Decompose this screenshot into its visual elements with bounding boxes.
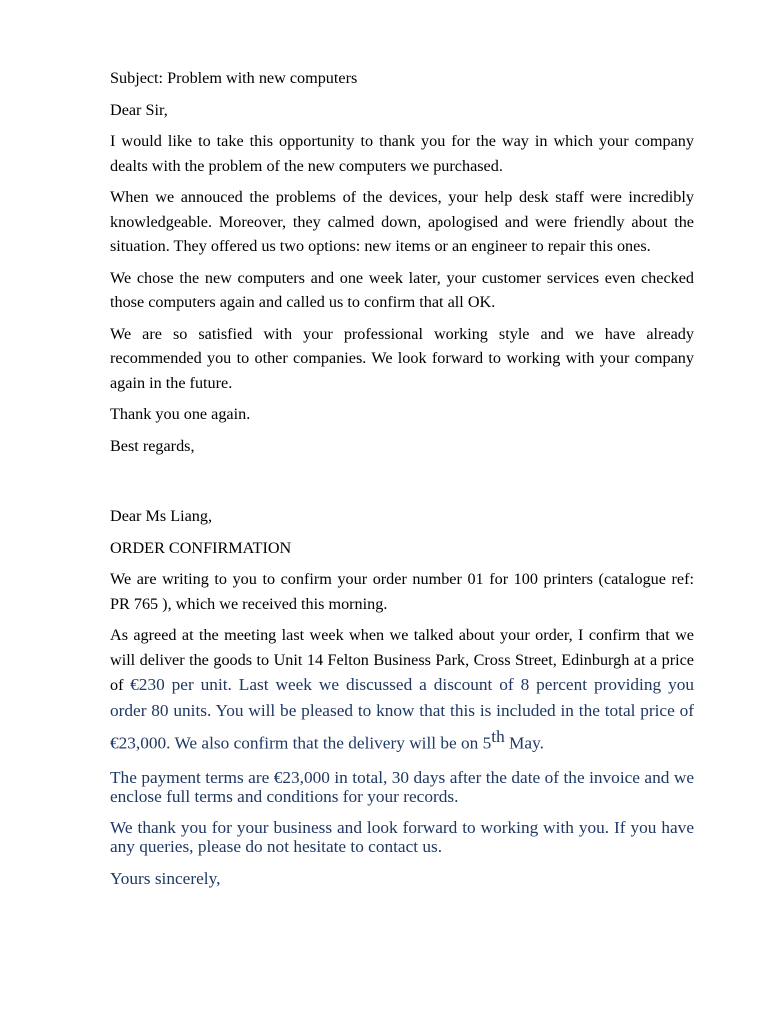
letter1-salutation: Dear Sir, [110, 100, 168, 119]
letter2-paragraph-4: We thank you for your business and look forward to working with you. If you have any queries, please do not hesitate to contact us. [110, 818, 694, 857]
letter2-paragraph-3: The payment terms are €23,000 in total, 30 days after the date of the invoice and we enclose full terms and conditions for your records. [110, 768, 694, 807]
letter1-closing: Best regards, [110, 436, 195, 455]
letter1-paragraph-4: We are so satisfied with your professional working style and we have already recommended you to other companies. We look forward to working with your company again in the future. [110, 324, 694, 392]
letter1-paragraph-2: When we annouced the problems of the devices, your help desk staff were incredibly knowledgeable. Moreover, they calmed down, apologised and were friendly about the situation. They offered us two options: new items or an engineer to repair this ones. [110, 188, 694, 255]
ordinal-suffix: th [491, 727, 505, 746]
letter1-paragraph-1: I would like to take this opportunity to thank you for the way in which your company dealts with the problem of the new computers we purchased. [110, 132, 694, 175]
letter2-paragraph-2-end: May. [504, 733, 544, 753]
signature-space [110, 458, 694, 497]
letter1-thanks: Thank you one again. [110, 405, 251, 423]
letter1-subject: Subject: Problem with new computers [110, 69, 358, 87]
letter2-salutation: Dear Ms Liang, [110, 507, 213, 525]
letter1-paragraph-3: We chose the new computers and one week later, your customer services even checked those computers again and called us to confirm that all OK. [110, 268, 694, 311]
letter2-heading: ORDER CONFIRMATION [110, 538, 292, 557]
document-page [110, 66, 694, 892]
letter2-closing: Yours sincerely, [110, 869, 221, 889]
letter2-paragraph-1: We are writing to you to confirm your order number 01 for 100 printers (catalogue ref: PR 765 ), which we received this morning. [110, 570, 694, 613]
letter2-paragraph-2-blue: €230 per unit. Last week we discussed a discount of 8 percent providing you order 80 units. You will be pleased to know that this is included in the total price of €23,000. We also confirm that the delivery will be on 5 [110, 675, 695, 753]
letter2-paragraph-2-black: As agreed at the meeting last week when we talked about your order, I confirm that we will deliver the goods to Unit 14 Felton Business Park, Cross Street, Edinburgh at a price of [110, 626, 694, 694]
letter2-paragraph-2 [110, 623, 694, 756]
